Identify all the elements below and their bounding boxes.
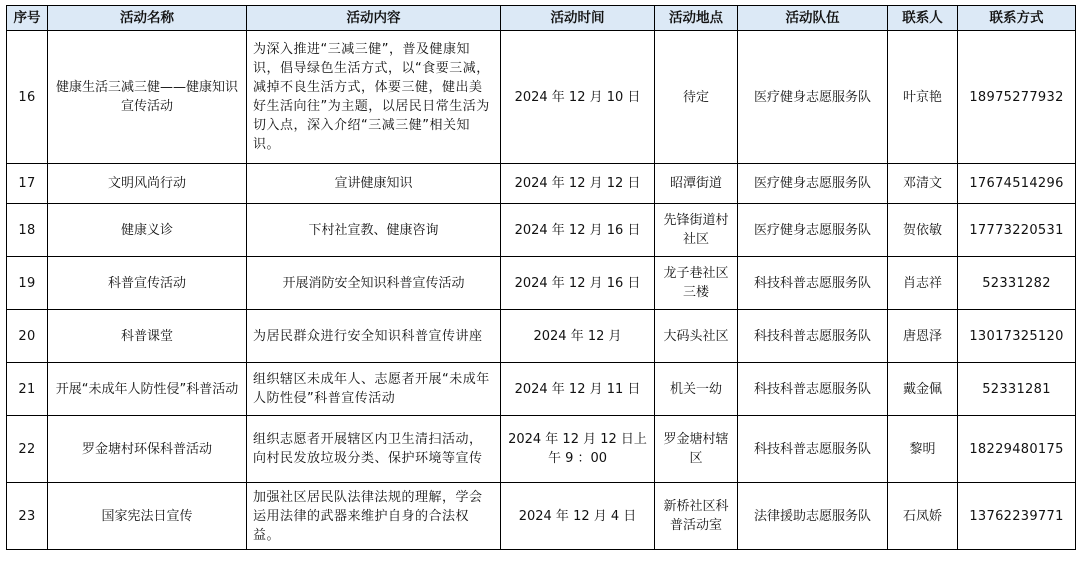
cell-activity-content: 下村社宣教、健康咨询 [247,204,501,257]
cell-contact-person: 邓清文 [888,164,958,204]
header-activity-time: 活动时间 [501,6,655,31]
activity-table-container [6,5,1076,550]
table-header-row [7,6,1076,31]
cell-contact-person: 黎明 [888,416,958,483]
header-contact-person: 联系人 [888,6,958,31]
cell-contact-phone: 18975277932 [958,31,1076,164]
cell-activity-time: 2024 年 12 月 16 日 [501,257,655,310]
cell-serial: 16 [7,31,48,164]
cell-activity-place: 机关一幼 [655,363,738,416]
cell-activity-team: 医疗健身志愿服务队 [738,204,888,257]
activity-table [6,5,1076,550]
cell-activity-place: 新桥社区科普活动室 [655,483,738,550]
cell-serial: 20 [7,310,48,363]
cell-activity-team: 科技科普志愿服务队 [738,257,888,310]
cell-activity-name: 科普课堂 [48,310,247,363]
cell-activity-time: 2024 年 12 月 [501,310,655,363]
cell-activity-team: 科技科普志愿服务队 [738,416,888,483]
cell-activity-content: 组织辖区未成年人、志愿者开展“未成年人防性侵”科普宣传活动 [247,363,501,416]
cell-activity-team: 医疗健身志愿服务队 [738,164,888,204]
cell-contact-person: 戴金佩 [888,363,958,416]
header-activity-team: 活动队伍 [738,6,888,31]
cell-activity-content: 加强社区居民队法律法规的理解，学会运用法律的武器来维护自身的合法权益。 [247,483,501,550]
cell-activity-name: 科普宣传活动 [48,257,247,310]
cell-contact-phone: 52331282 [958,257,1076,310]
header-serial: 序号 [7,6,48,31]
cell-activity-name: 健康生活三减三健——健康知识宣传活动 [48,31,247,164]
cell-activity-time: 2024 年 12 月 12 日 [501,164,655,204]
cell-activity-content: 为居民群众进行安全知识科普宣传讲座 [247,310,501,363]
cell-activity-place: 待定 [655,31,738,164]
cell-activity-place: 罗金塘村辖区 [655,416,738,483]
cell-activity-content: 为深入推进“三减三健”，普及健康知识，倡导绿色生活方式，以“食要三减，减掉不良生活方式，体要三健，健出美好生活向往”为主题，以居民日常生活为切入点，深入介绍“三减三健”相关知识。 [247,31,501,164]
cell-contact-person: 唐恩泽 [888,310,958,363]
cell-activity-time: 2024 年 12 月 4 日 [501,483,655,550]
table-row [7,363,1076,416]
cell-activity-team: 科技科普志愿服务队 [738,363,888,416]
cell-activity-name: 健康义诊 [48,204,247,257]
cell-activity-place: 昭潭街道 [655,164,738,204]
cell-contact-phone: 17773220531 [958,204,1076,257]
cell-activity-time: 2024 年 12 月 11 日 [501,363,655,416]
cell-contact-person: 叶京艳 [888,31,958,164]
table-row [7,483,1076,550]
header-activity-content: 活动内容 [247,6,501,31]
cell-contact-person: 肖志祥 [888,257,958,310]
cell-contact-phone: 17674514296 [958,164,1076,204]
cell-activity-content: 宣讲健康知识 [247,164,501,204]
table-row [7,31,1076,164]
table-row [7,164,1076,204]
table-row [7,204,1076,257]
cell-serial: 17 [7,164,48,204]
cell-activity-place: 龙子巷社区三楼 [655,257,738,310]
cell-activity-name: 国家宪法日宣传 [48,483,247,550]
cell-contact-phone: 13762239771 [958,483,1076,550]
cell-activity-time: 2024 年 12 月 12 日上午 9 ：00 [501,416,655,483]
cell-activity-content: 组织志愿者开展辖区内卫生清扫活动，向村民发放垃圾分类、保护环境等宣传 [247,416,501,483]
cell-activity-content: 开展消防安全知识科普宣传活动 [247,257,501,310]
cell-activity-name: 罗金塘村环保科普活动 [48,416,247,483]
cell-activity-team: 医疗健身志愿服务队 [738,31,888,164]
cell-activity-place: 大码头社区 [655,310,738,363]
header-activity-place: 活动地点 [655,6,738,31]
cell-contact-phone: 13017325120 [958,310,1076,363]
cell-serial: 23 [7,483,48,550]
cell-activity-name: 文明风尚行动 [48,164,247,204]
cell-activity-time: 2024 年 12 月 16 日 [501,204,655,257]
cell-contact-phone: 52331281 [958,363,1076,416]
cell-contact-phone: 18229480175 [958,416,1076,483]
header-activity-name: 活动名称 [48,6,247,31]
cell-contact-person: 贺依敏 [888,204,958,257]
table-row [7,416,1076,483]
cell-serial: 22 [7,416,48,483]
cell-serial: 18 [7,204,48,257]
cell-activity-place: 先锋街道村社区 [655,204,738,257]
cell-contact-person: 石凤娇 [888,483,958,550]
cell-activity-time: 2024 年 12 月 10 日 [501,31,655,164]
cell-activity-team: 法律援助志愿服务队 [738,483,888,550]
table-row [7,310,1076,363]
cell-serial: 21 [7,363,48,416]
table-row [7,257,1076,310]
cell-activity-name: 开展“未成年人防性侵”科普活动 [48,363,247,416]
cell-serial: 19 [7,257,48,310]
header-contact-phone: 联系方式 [958,6,1076,31]
cell-activity-team: 科技科普志愿服务队 [738,310,888,363]
